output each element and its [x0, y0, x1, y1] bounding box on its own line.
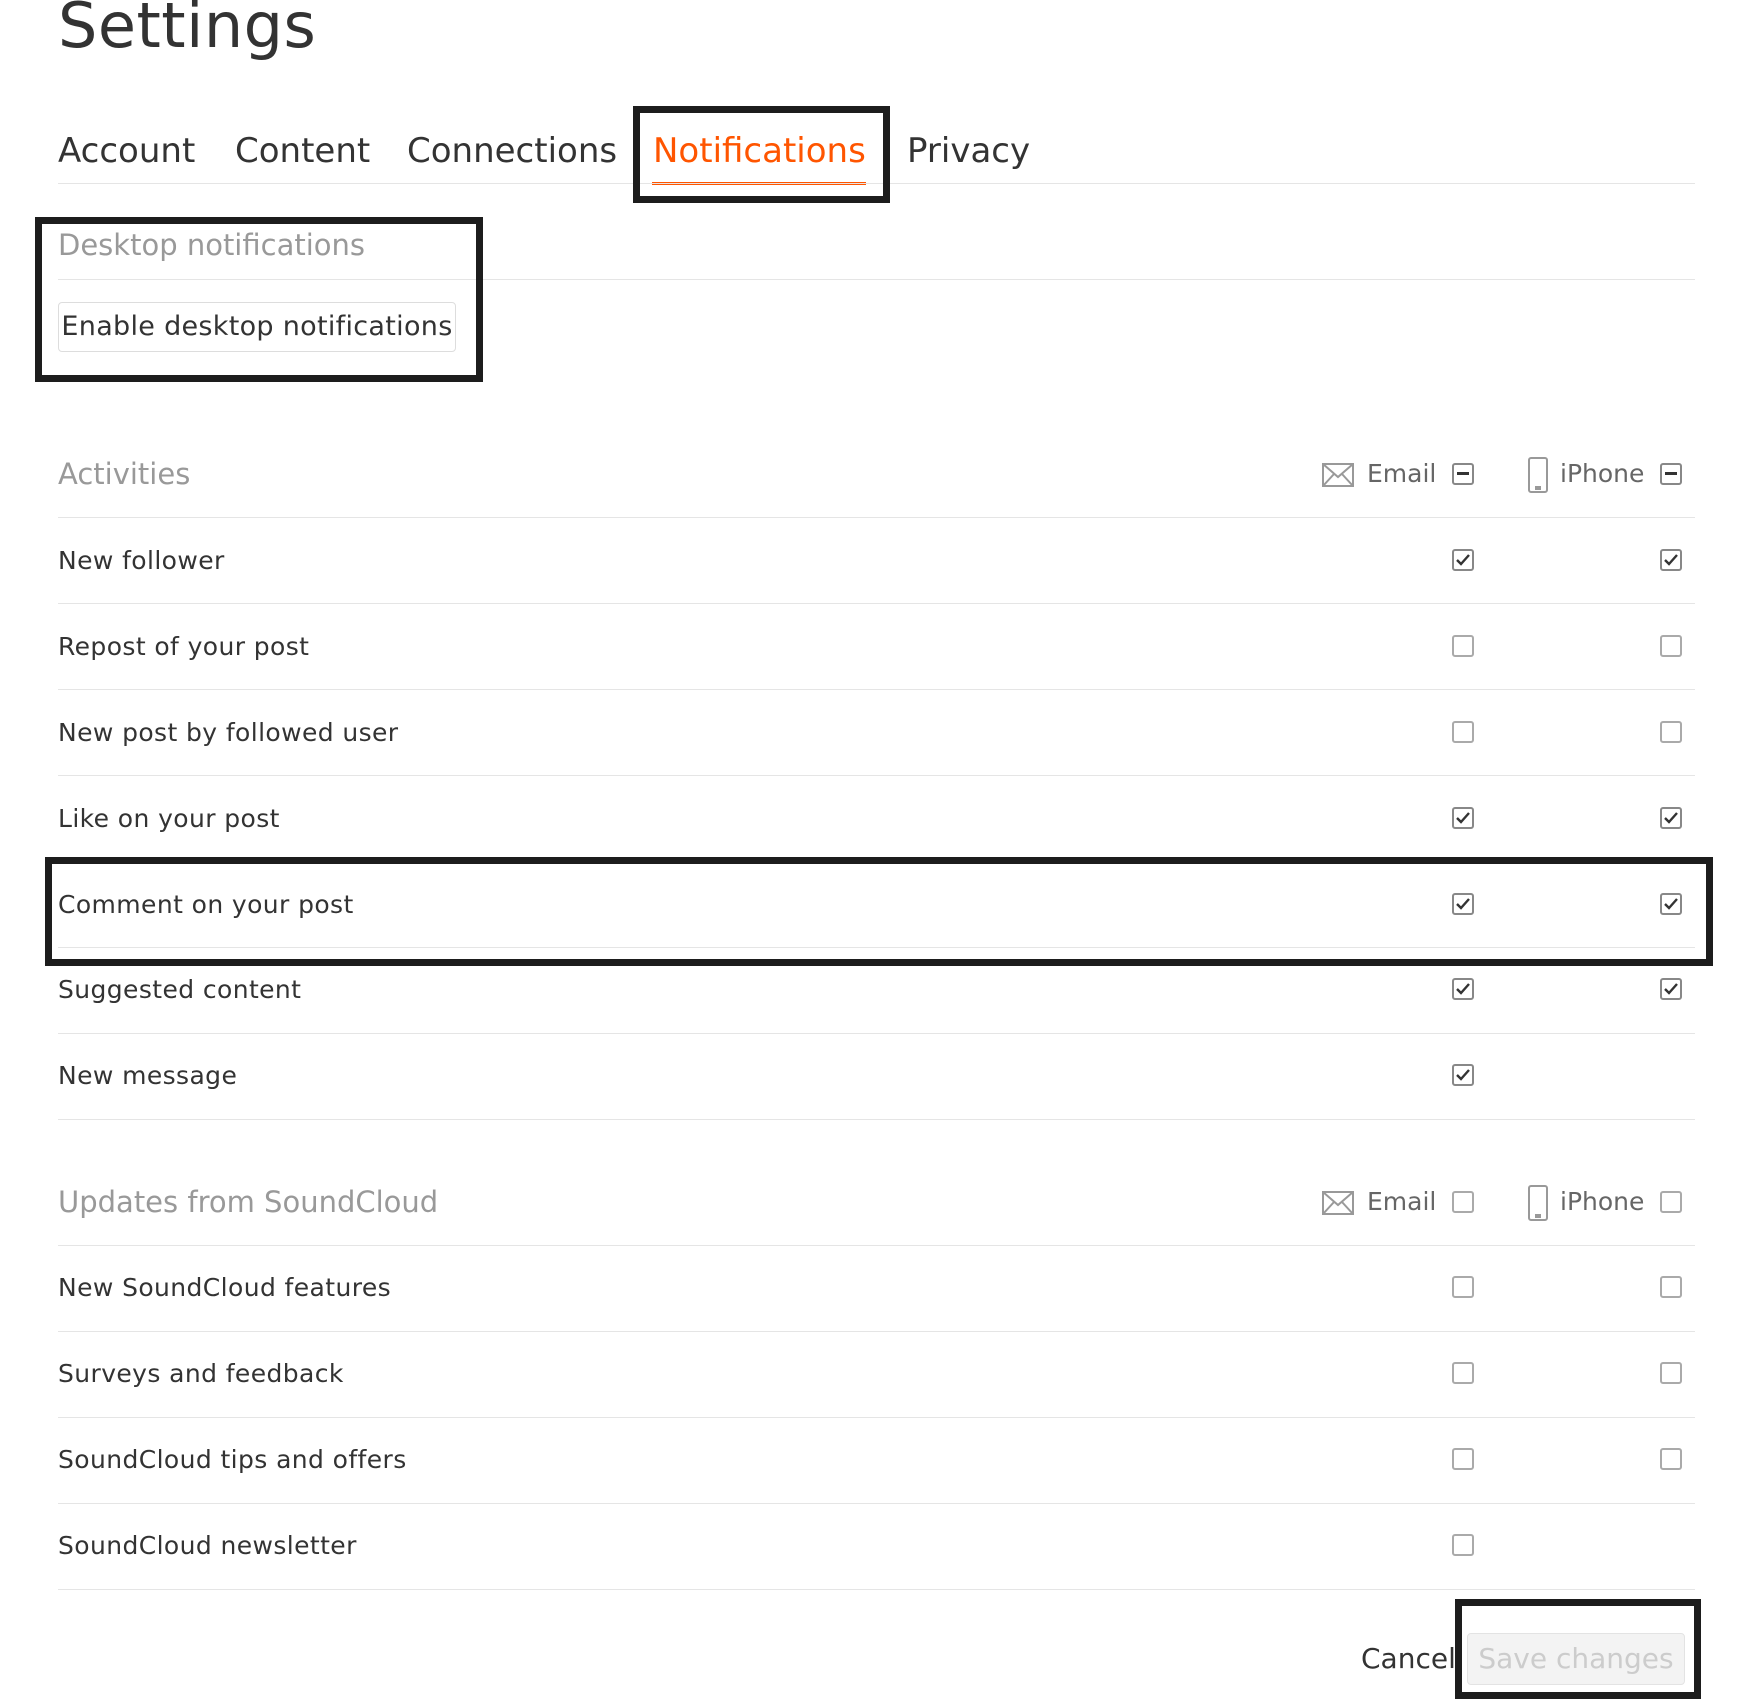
activities-title: Activities [58, 457, 191, 491]
activities-header-divider [58, 517, 1695, 518]
new-post-iphone-checkbox[interactable] [1660, 721, 1682, 743]
activity-label-suggested: Suggested content [58, 975, 302, 1004]
repost-iphone-checkbox[interactable] [1660, 635, 1682, 657]
tips-iphone-checkbox[interactable] [1660, 1448, 1682, 1470]
activity-label-comment: Comment on your post [58, 890, 354, 919]
activities-bottom-divider [58, 1119, 1695, 1120]
surveys-iphone-checkbox[interactable] [1660, 1362, 1682, 1384]
email-column-label: Email [1367, 459, 1437, 488]
update-label-tips: SoundCloud tips and offers [58, 1445, 407, 1474]
features-iphone-checkbox[interactable] [1660, 1276, 1682, 1298]
activity-label-new-post: New post by followed user [58, 718, 399, 747]
tab-connections[interactable]: Connections [407, 131, 618, 171]
updates-title: Updates from SoundCloud [58, 1185, 439, 1219]
new-follower-email-checkbox[interactable] [1452, 549, 1474, 571]
desktop-notifications-title: Desktop notifications [58, 228, 366, 262]
newsletter-email-checkbox[interactable] [1452, 1534, 1474, 1556]
comment-iphone-checkbox[interactable] [1660, 893, 1682, 915]
activity-label-new-follower: New follower [58, 546, 225, 575]
features-email-checkbox[interactable] [1452, 1276, 1474, 1298]
activities-email-select-all[interactable] [1452, 463, 1474, 485]
update-label-features: New SoundCloud features [58, 1273, 392, 1302]
updates-iphone-select-all[interactable] [1660, 1191, 1682, 1213]
row-divider [58, 1033, 1695, 1034]
tab-content[interactable]: Content [235, 131, 371, 171]
update-label-surveys: Surveys and feedback [58, 1359, 344, 1388]
row-divider [58, 1503, 1695, 1504]
tab-notifications[interactable]: Notifications [653, 131, 866, 171]
row-divider [58, 603, 1695, 604]
updates-iphone-column-label: iPhone [1560, 1187, 1645, 1216]
updates-header-divider [58, 1245, 1695, 1246]
phone-icon [1528, 457, 1548, 493]
tips-email-checkbox[interactable] [1452, 1448, 1474, 1470]
updates-email-column-label: Email [1367, 1187, 1437, 1216]
new-post-email-checkbox[interactable] [1452, 721, 1474, 743]
envelope-icon [1322, 1191, 1354, 1215]
row-divider [58, 775, 1695, 776]
desktop-divider [58, 279, 1695, 280]
envelope-icon [1322, 463, 1354, 487]
activity-label-like: Like on your post [58, 804, 280, 833]
new-message-email-checkbox[interactable] [1452, 1064, 1474, 1086]
update-label-newsletter: SoundCloud newsletter [58, 1531, 357, 1560]
phone-icon [1528, 1185, 1548, 1221]
row-divider [58, 689, 1695, 690]
enable-desktop-notifications-button[interactable]: Enable desktop notifications [58, 302, 456, 352]
save-changes-button[interactable]: Save changes [1467, 1633, 1685, 1685]
like-email-checkbox[interactable] [1452, 807, 1474, 829]
tab-account[interactable]: Account [58, 131, 196, 171]
surveys-email-checkbox[interactable] [1452, 1362, 1474, 1384]
repost-email-checkbox[interactable] [1452, 635, 1474, 657]
suggested-email-checkbox[interactable] [1452, 978, 1474, 1000]
updates-email-select-all[interactable] [1452, 1191, 1474, 1213]
row-divider [58, 1417, 1695, 1418]
iphone-column-label: iPhone [1560, 459, 1645, 488]
new-follower-iphone-checkbox[interactable] [1660, 549, 1682, 571]
like-iphone-checkbox[interactable] [1660, 807, 1682, 829]
updates-bottom-divider [58, 1589, 1695, 1590]
row-divider [58, 1331, 1695, 1332]
page-title: Settings [58, 0, 317, 62]
tabs-divider [58, 183, 1695, 184]
activity-label-new-message: New message [58, 1061, 238, 1090]
tab-privacy[interactable]: Privacy [907, 131, 1031, 171]
cancel-button[interactable]: Cancel [1361, 1642, 1456, 1675]
activity-label-repost: Repost of your post [58, 632, 310, 661]
row-divider [58, 861, 1695, 862]
activities-iphone-select-all[interactable] [1660, 463, 1682, 485]
comment-email-checkbox[interactable] [1452, 893, 1474, 915]
row-divider [58, 947, 1695, 948]
suggested-iphone-checkbox[interactable] [1660, 978, 1682, 1000]
